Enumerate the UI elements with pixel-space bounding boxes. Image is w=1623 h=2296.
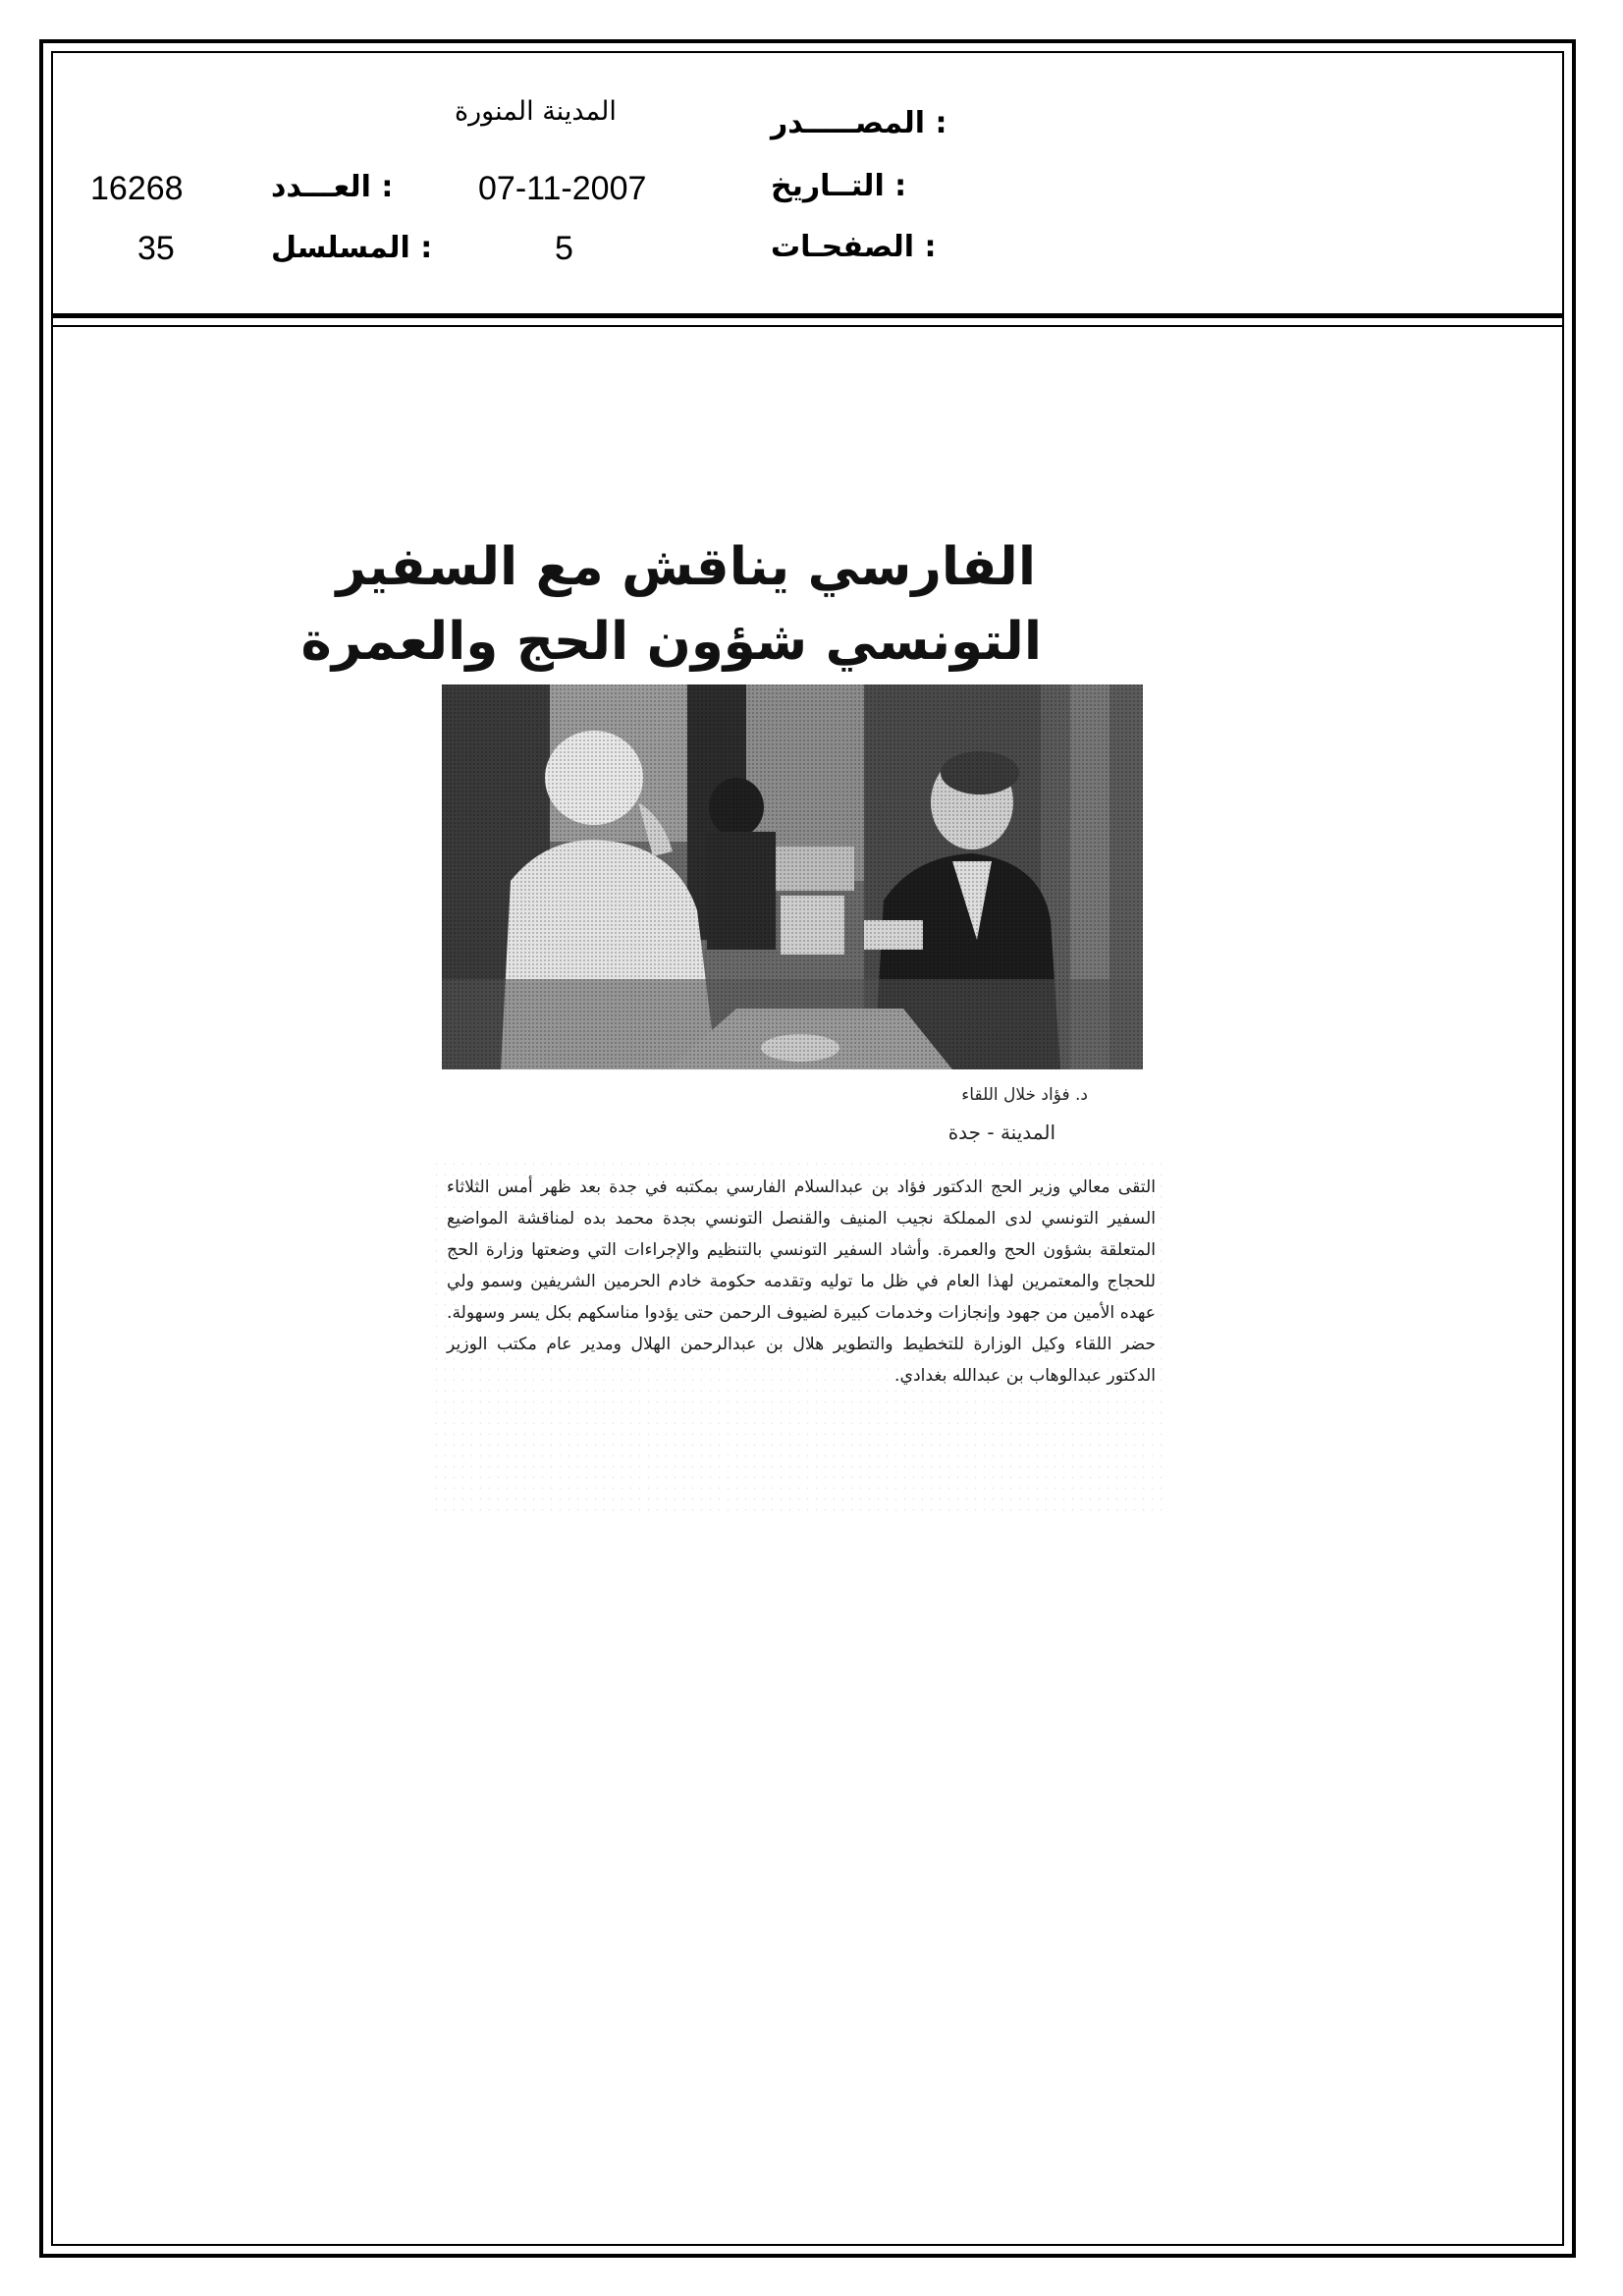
source-label: المصـــــدر :	[771, 106, 947, 140]
article-photo	[442, 684, 1143, 1069]
serial-value: 35	[137, 230, 175, 267]
headline-line-2: التونسي شؤون الحج والعمرة	[300, 612, 1042, 672]
header-divider-thin	[51, 325, 1564, 327]
issue-value: 16268	[90, 170, 184, 207]
serial-label: المسلسل :	[271, 231, 433, 265]
date-value: 07-11-2007	[478, 170, 647, 207]
date-label: التــاريخ :	[771, 169, 907, 203]
issue-label: العـــدد :	[271, 170, 394, 204]
headline-line-1: الفارسي يناقش مع السفير	[336, 537, 1036, 597]
pages-value: 5	[555, 230, 573, 267]
page-inner-border	[51, 51, 1564, 2246]
source-value: المدينة المنورة	[455, 96, 617, 127]
header-divider-thick	[51, 313, 1564, 318]
dateline: المدينة - جدة	[947, 1121, 1055, 1144]
pages-label: الصفحـات :	[771, 230, 937, 264]
article-body: التقى معالي وزير الحج الدكتور فؤاد بن عبدالسلام الفارسي بمكتبه في جدة بعد ظهر أمس الثلاثاء السفير التونسي لدى المملكة نجيب المنيف والقنصل التونسي بجدة محمد بده لمناقشة المواضيع المتعلقة بشؤون الحج والعمرة. وأشاد السفير التونسي بالتنظيم والإجراءات التي وضعتها وزارة الحج للحجاج والمعتمرين لهذا العام في ظل ما توليه وتقدمه حكومة خادم الحرمين الشريفين وسمو ولي عهده الأمين من جهود وإنجازات وخدمات كبيرة لضيوف الرحمن حتى يؤدوا مناسكهم بكل يسر وسهولة. حضر اللقاء وكيل الوزارة للتخطيط والتطوير هلال بن عبدالرحمن الهلال ومدير عام مكتب الوزير الدكتور عبدالوهاب بن عبدالله بغدادي.	[447, 1177, 1156, 1386]
photo-caption: د. فؤاد خلال اللقاء	[961, 1085, 1088, 1105]
